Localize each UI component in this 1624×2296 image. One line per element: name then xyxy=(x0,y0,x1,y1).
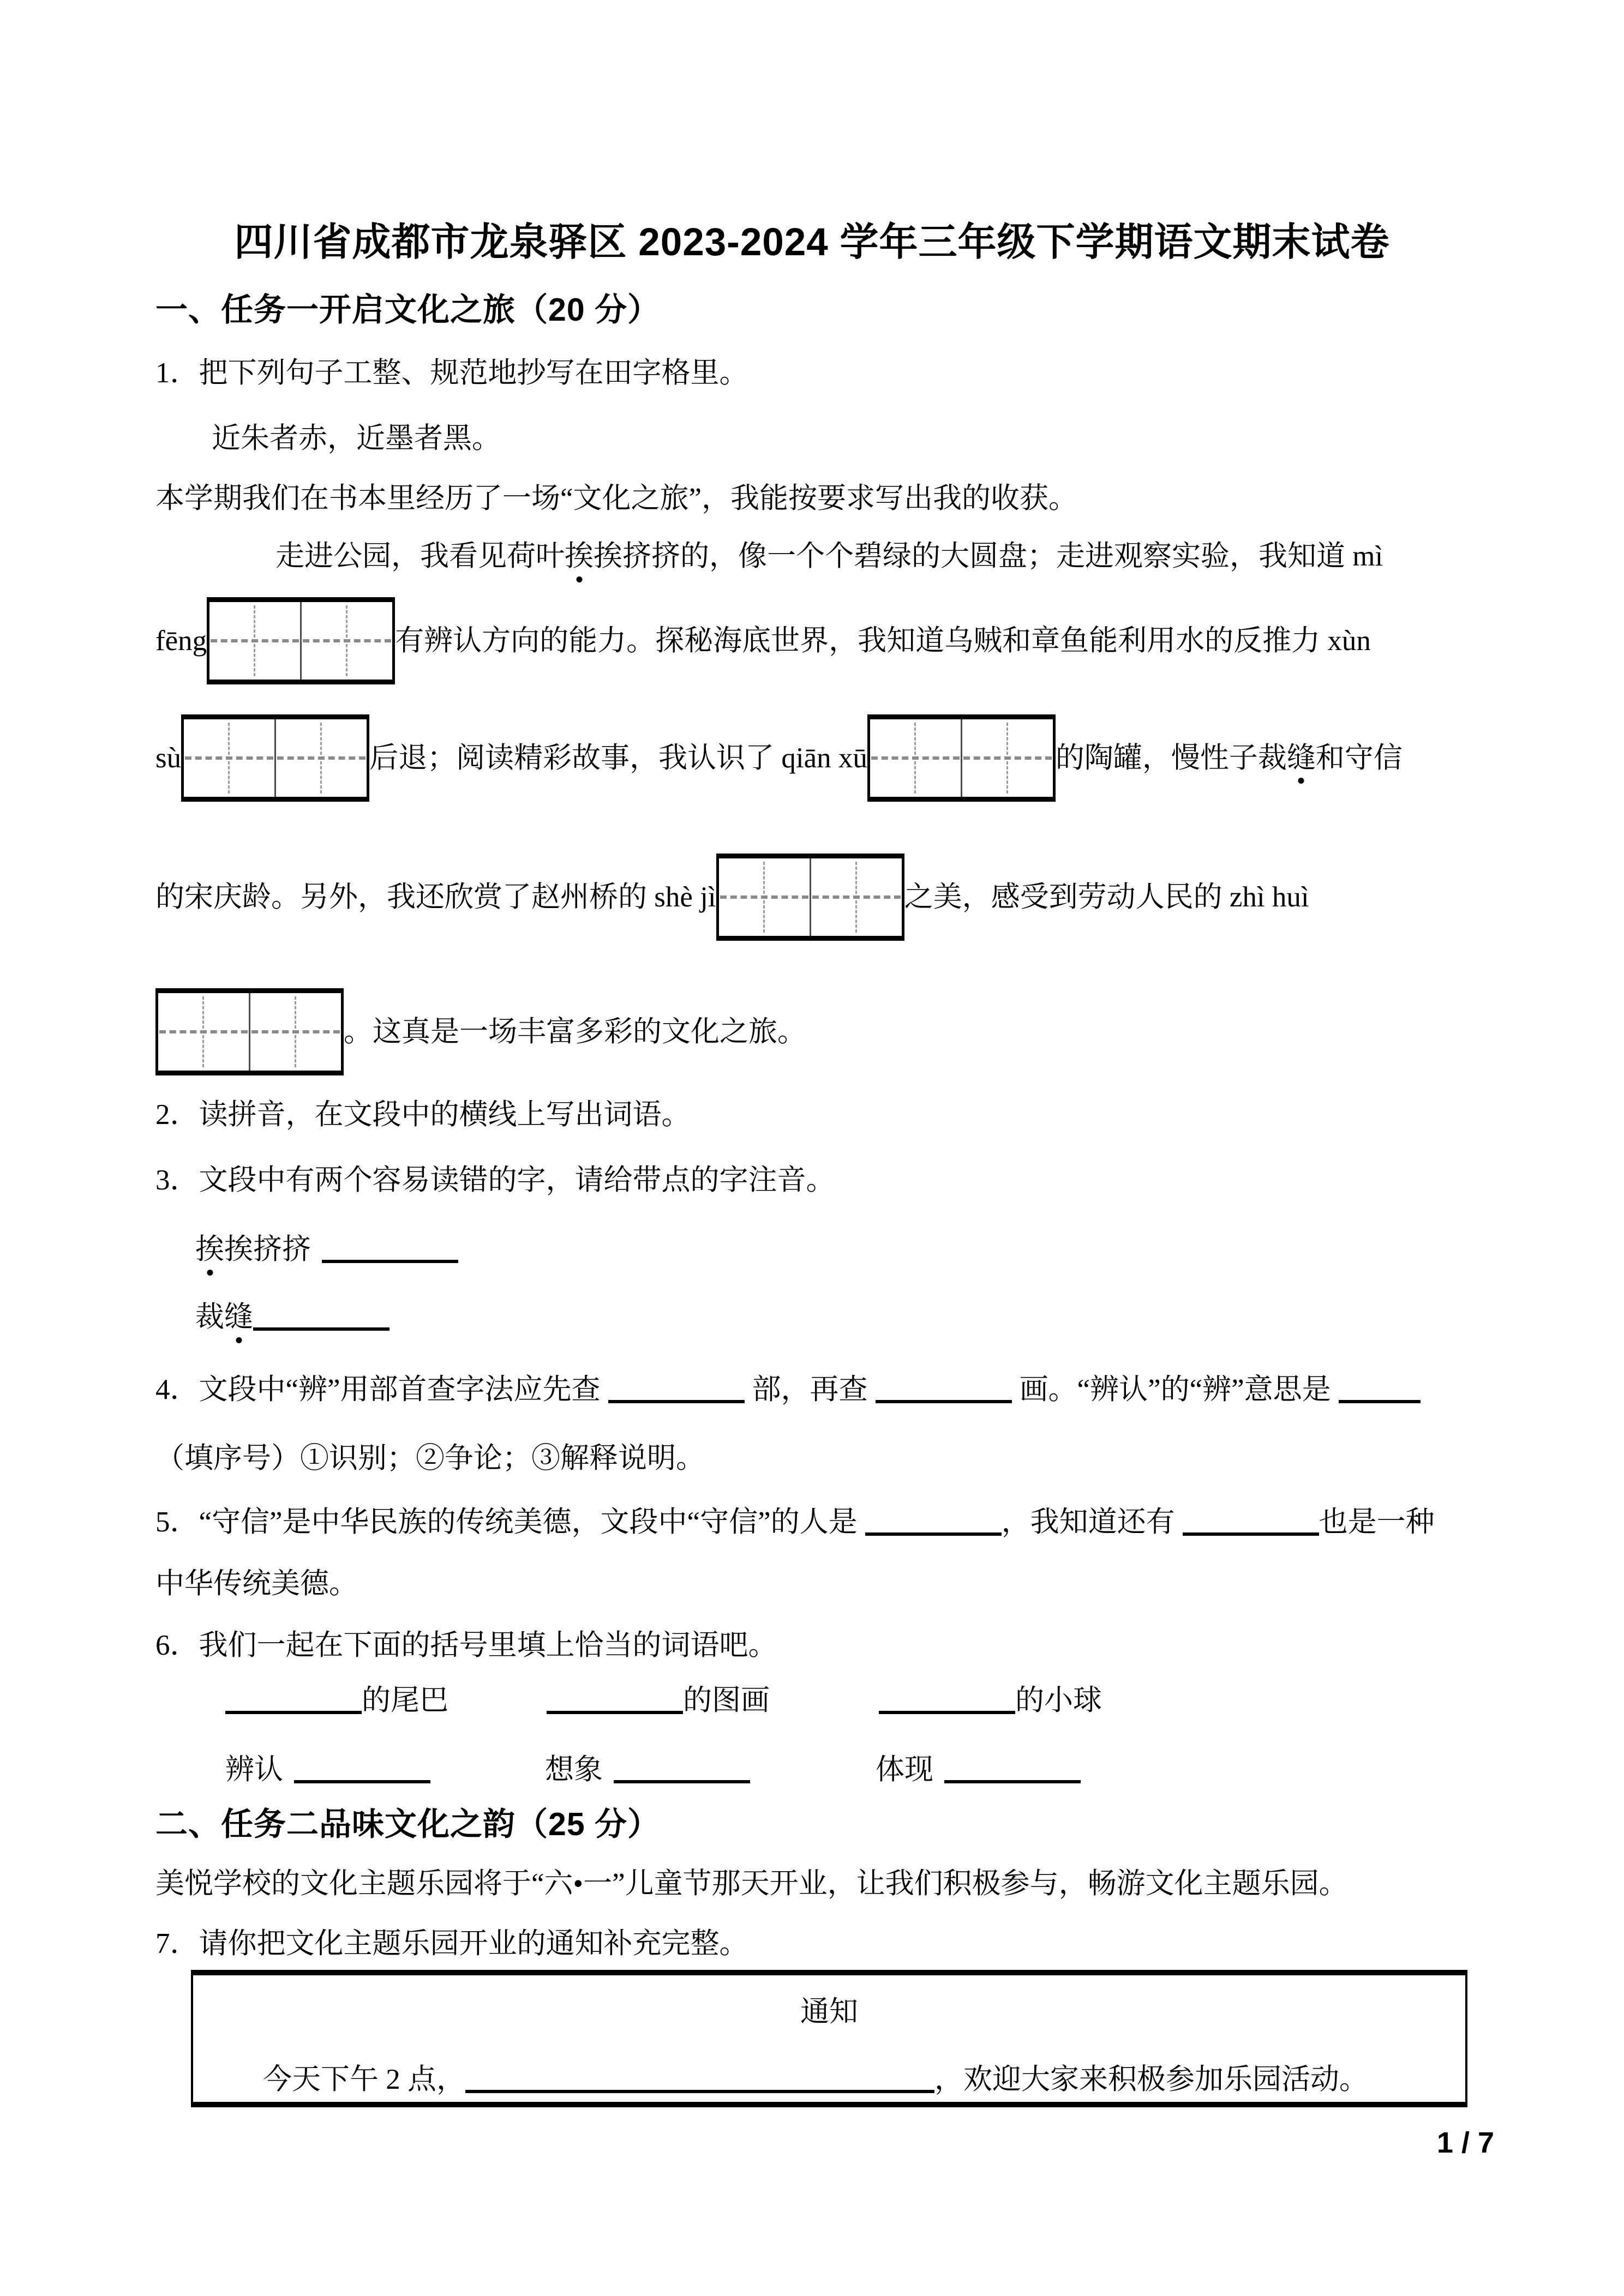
section1-heading: 一、任务一开启文化之旅（20 分） xyxy=(155,292,661,328)
passage-line-5 xyxy=(155,988,806,1075)
q6-row1 xyxy=(225,1682,1102,1718)
blank-line xyxy=(294,1752,430,1783)
q3-word2-pre: 裁 xyxy=(195,1301,224,1333)
tianzige-cell xyxy=(158,993,249,1071)
blank-line xyxy=(322,1231,458,1263)
tianzige-cell xyxy=(961,719,1053,797)
q6-row1-word3: 的小球 xyxy=(1015,1685,1102,1716)
passage-line-5-post: 。这真是一场丰富多彩的文化之旅。 xyxy=(344,1015,806,1048)
tianzige-cell xyxy=(810,858,902,936)
blank-line xyxy=(547,1682,683,1714)
q6-row2-word3: 体现 xyxy=(876,1754,933,1786)
q6-row2 xyxy=(225,1752,1081,1788)
tianzige-box xyxy=(155,988,344,1075)
blank-line xyxy=(879,1682,1015,1714)
pinyin-su: sù xyxy=(155,742,182,774)
q3-word1-rest: 挨挤挤 xyxy=(224,1234,311,1265)
notice-body xyxy=(263,2056,1368,2097)
blank-line xyxy=(225,1682,362,1714)
tianzige-cell xyxy=(184,719,274,797)
blank-line xyxy=(1339,1372,1421,1403)
passage-line-3-post-end: 和守信 xyxy=(1315,742,1403,774)
passage-line-4 xyxy=(155,854,1309,941)
passage-line-2 xyxy=(155,597,1371,684)
blank-line xyxy=(253,1299,389,1331)
question-4 xyxy=(155,1372,1421,1408)
blank-line xyxy=(608,1372,745,1403)
copy-sentence: 近朱者赤，近墨者黑。 xyxy=(212,423,501,454)
q5-part1: 5．“守信”是中华民族的传统美德，文段中“守信”的人是 xyxy=(155,1506,858,1538)
q6-row2-word2: 想象 xyxy=(545,1754,603,1786)
tianzige-box xyxy=(181,714,369,802)
section2-heading: 二、任务二品味文化之韵（25 分） xyxy=(155,1806,661,1842)
question-2: 2．读拼音，在文段中的横线上写出词语。 xyxy=(155,1099,691,1131)
q6-row2-word1: 辨认 xyxy=(225,1754,283,1786)
question-6: 6．我们一起在下面的括号里填上恰当的词语吧。 xyxy=(155,1630,777,1661)
blank-line xyxy=(944,1752,1081,1783)
passage-line-2-post: 有辨认方向的能力。探秘海底世界，我知道乌贼和章鱼能利用水的反推力 xùn xyxy=(395,624,1371,657)
question-1: 1．把下列句子工整、规范地抄写在田字格里。 xyxy=(155,357,748,389)
tianzige-box xyxy=(716,854,904,941)
tianzige-cell xyxy=(274,719,367,797)
passage-line-3 xyxy=(155,714,1403,802)
q3-word2 xyxy=(195,1299,389,1335)
tianzige-cell xyxy=(870,719,961,797)
notice-body-pre: 今天下午 2 点， xyxy=(263,2064,465,2095)
tianzige-box xyxy=(867,714,1056,802)
q4-part1: 4．文段中“辨”用部首查字法应先查 xyxy=(155,1374,601,1405)
page-number: 1 / 7 xyxy=(1436,2126,1494,2159)
q4-options: （填序号）①识别；②争论；③解释说明。 xyxy=(155,1442,705,1474)
section2-intro: 美悦学校的文化主题乐园将于“六•一”儿童节那天开业，让我们积极参与，畅游文化主题乐园。 xyxy=(155,1868,1348,1900)
passage-line-3-post xyxy=(1056,741,1403,776)
blank-line xyxy=(876,1372,1012,1403)
pinyin-feng: fēng xyxy=(155,624,207,657)
passage-line-4-post: 之美，感受到劳动人民的 zhì huì xyxy=(904,881,1309,913)
q5-part2: ，我知道还有 xyxy=(1001,1506,1175,1538)
blank-line xyxy=(1183,1504,1319,1536)
notice-box xyxy=(191,1970,1467,2107)
passage-line-1 xyxy=(275,539,1383,574)
passage-line-1-pre: 走进公园，我看见荷叶 xyxy=(275,540,565,572)
blank-line xyxy=(614,1752,750,1783)
question-5 xyxy=(155,1504,1435,1540)
notice-title: 通知 xyxy=(800,1996,858,2028)
question-3: 3．文段中有两个容易读错的字，请给带点的字注音。 xyxy=(155,1164,835,1196)
tianzige-cell xyxy=(209,602,300,680)
dotted-char-ai: 挨 xyxy=(565,539,594,574)
q5-part3: 也是一种 xyxy=(1319,1506,1435,1538)
notice-body-post: ，欢迎大家来积极参加乐园活动。 xyxy=(934,2064,1368,2095)
tianzige-cell xyxy=(719,858,810,936)
dotted-char-feng3: 缝 xyxy=(224,1300,253,1335)
q5-continuation: 中华传统美德。 xyxy=(155,1568,358,1600)
tianzige-box xyxy=(207,597,395,684)
tianzige-cell xyxy=(249,993,341,1071)
q4-part3: 画。“辨认”的“辨”意思是 xyxy=(1019,1374,1331,1405)
blank-line xyxy=(465,2061,934,2093)
question-7: 7．请你把文化主题乐园开业的通知补充完整。 xyxy=(155,1928,748,1960)
q6-row1-word1: 的尾巴 xyxy=(362,1685,448,1716)
passage-line-3-post-pre: 的陶罐，慢性子裁 xyxy=(1055,742,1287,774)
passage-line-1-post: 挨挤挤的，像一个个碧绿的大圆盘；走进观察实验，我知道 mì xyxy=(594,540,1383,572)
q6-row1-word2: 的图画 xyxy=(683,1685,770,1716)
dotted-char-feng2: 缝 xyxy=(1287,741,1316,776)
tianzige-cell xyxy=(300,602,392,680)
passage-intro: 本学期我们在书本里经历了一场“文化之旅”，我能按要求写出我的收获。 xyxy=(155,483,1078,514)
passage-line-3-mid: 后退；阅读精彩故事，我认识了 qiān xū xyxy=(369,742,867,774)
dotted-char-ai2: 挨 xyxy=(195,1232,224,1267)
q4-part2: 部，再查 xyxy=(752,1374,868,1405)
q3-word1 xyxy=(195,1231,458,1267)
blank-line xyxy=(865,1504,1002,1536)
passage-line-4-pre: 的宋庆龄。另外，我还欣赏了赵州桥的 shè jì xyxy=(155,881,716,913)
exam-title: 四川省成都市龙泉驿区 2023-2024 学年三年级下学期语文期末试卷 xyxy=(234,221,1390,264)
